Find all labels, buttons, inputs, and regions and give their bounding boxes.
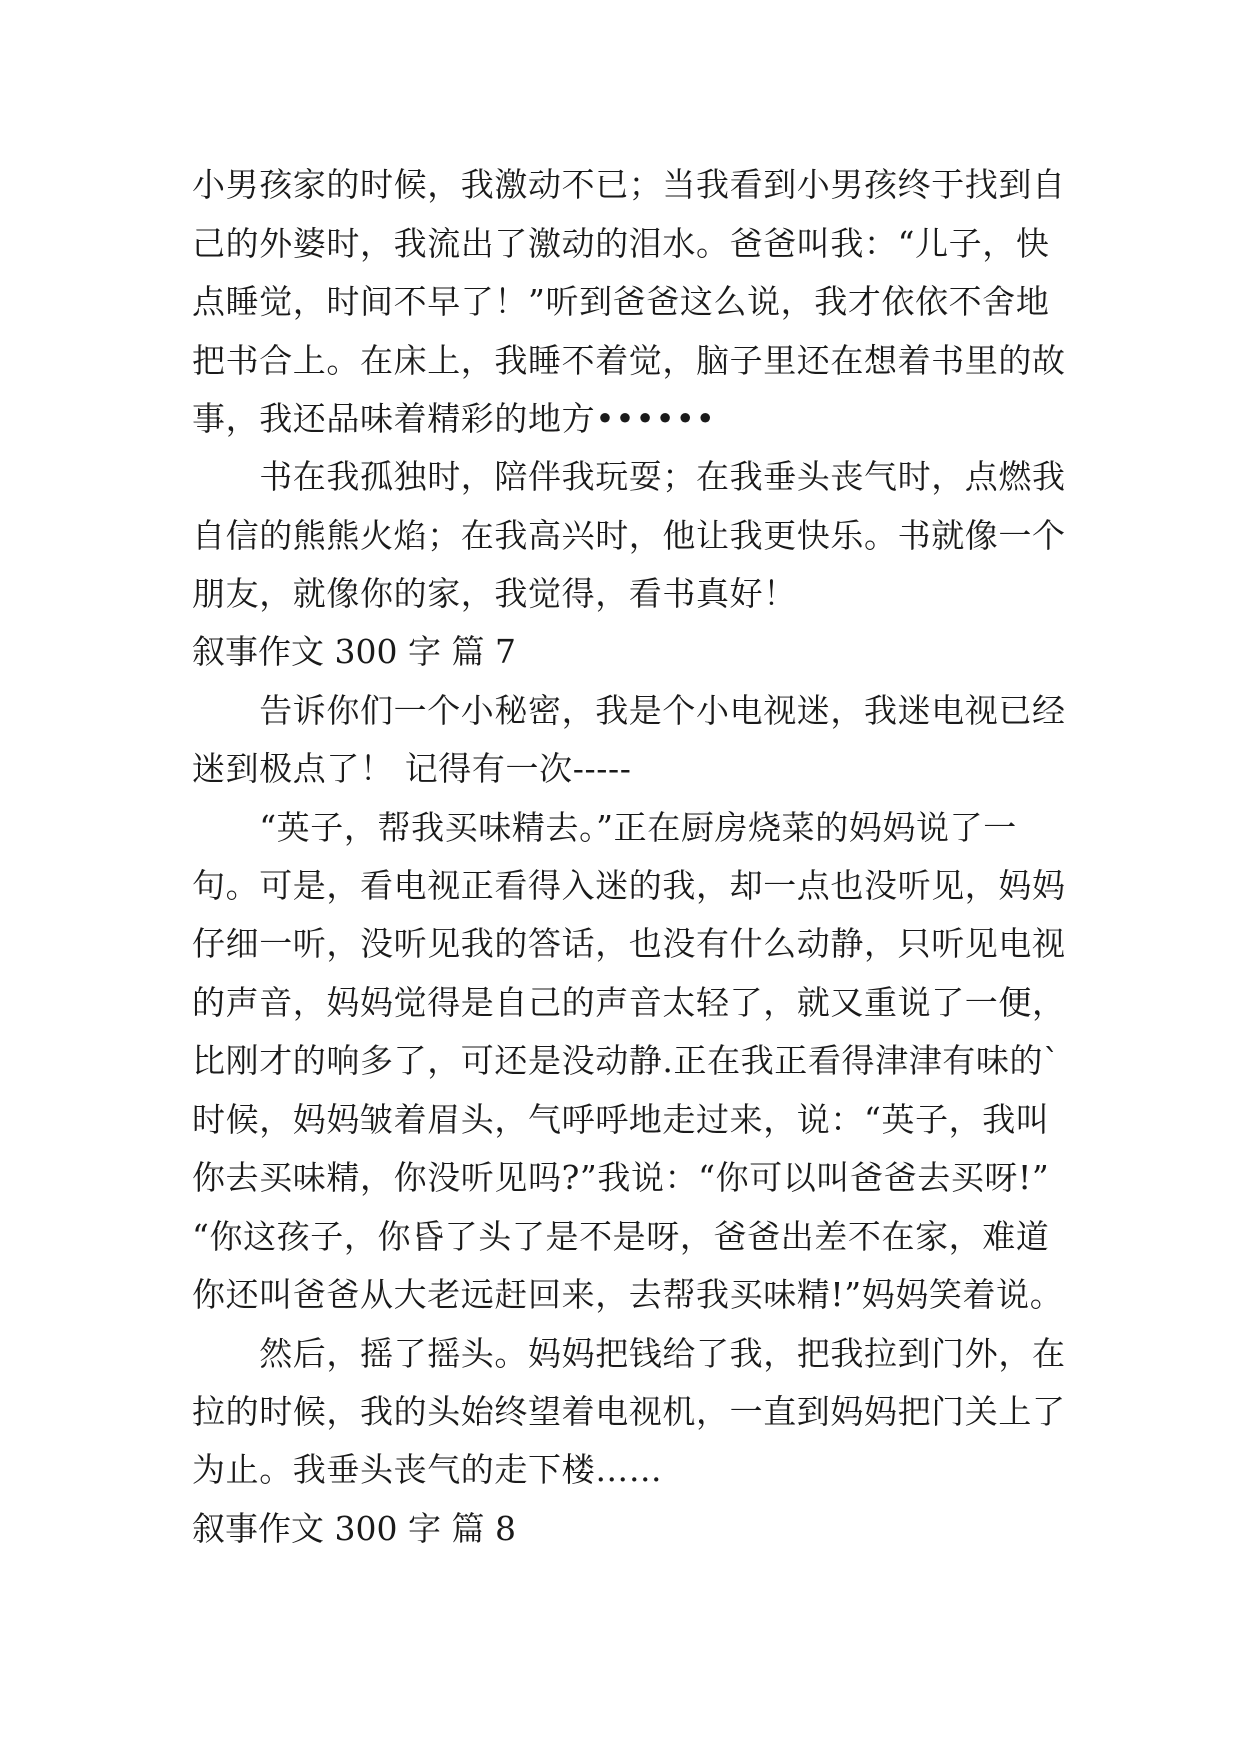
body-text-line: 己的外婆时，我流出了激动的泪水。爸爸叫我：“儿子，快 <box>192 224 1050 263</box>
body-text-line: 书在我孤独时，陪伴我玩耍；在我垂头丧气时，点燃我 <box>192 457 1066 496</box>
body-text-line: 告诉你们一个小秘密，我是个小电视迷，我迷电视已经 <box>192 691 1066 730</box>
body-text-line: 把书合上。在床上，我睡不着觉，脑子里还在想着书里的故 <box>192 341 1066 380</box>
body-text-line: 事，我还品味着精彩的地方•••••• <box>192 399 716 438</box>
body-text-line: 迷到极点了！ 记得有一次----- <box>192 749 632 788</box>
body-text-line: 句。可是，看电视正看得入迷的我，却一点也没听见，妈妈 <box>192 866 1066 905</box>
body-text-line: 拉的时候，我的头始终望着电视机，一直到妈妈把门关上了 <box>192 1392 1066 1431</box>
body-text-line: 比刚才的响多了，可还是没动静.正在我正看得津津有味的` <box>192 1041 1061 1080</box>
body-text-line: 仔细一听，没听见我的答话，也没有什么动静，只听见电视 <box>192 924 1066 963</box>
body-text-line: 时候，妈妈皱着眉头，气呼呼地走过来，说：“英子，我叫 <box>192 1100 1050 1139</box>
body-text-line: 然后，摇了摇头。妈妈把钱给了我，把我拉到门外，在 <box>192 1334 1066 1373</box>
section-heading: 叙事作文 300 字 篇 8 <box>192 1509 516 1548</box>
section-heading: 叙事作文 300 字 篇 7 <box>192 632 516 671</box>
body-text-line: “你这孩子，你昏了头了是不是呀，爸爸出差不在家，难道 <box>192 1217 1050 1256</box>
body-text-line: 小男孩家的时候，我激动不已；当我看到小男孩终于找到自 <box>192 165 1066 204</box>
body-text-line: 你还叫爸爸从大老远赶回来，去帮我买味精!”妈妈笑着说。 <box>192 1275 1064 1314</box>
body-text-line: 点睡觉，时间不早了！”听到爸爸这么说，我才依依不舍地 <box>192 282 1050 321</box>
body-text-line: 为止。我垂头丧气的走下楼…… <box>192 1450 663 1489</box>
body-text-line: 的声音，妈妈觉得是自己的声音太轻了，就又重说了一便， <box>192 983 1066 1022</box>
body-text-line: 自信的熊熊火焰；在我高兴时，他让我更快乐。书就像一个 <box>192 516 1066 555</box>
body-text-line: 朋友，就像你的家，我觉得，看书真好！ <box>192 574 797 613</box>
body-text-line: “英子，帮我买味精去。”正在厨房烧菜的妈妈说了一 <box>192 808 1017 847</box>
body-text-line: 你去买味精，你没听见吗?”我说：“你可以叫爸爸去买呀!” <box>192 1158 1050 1197</box>
